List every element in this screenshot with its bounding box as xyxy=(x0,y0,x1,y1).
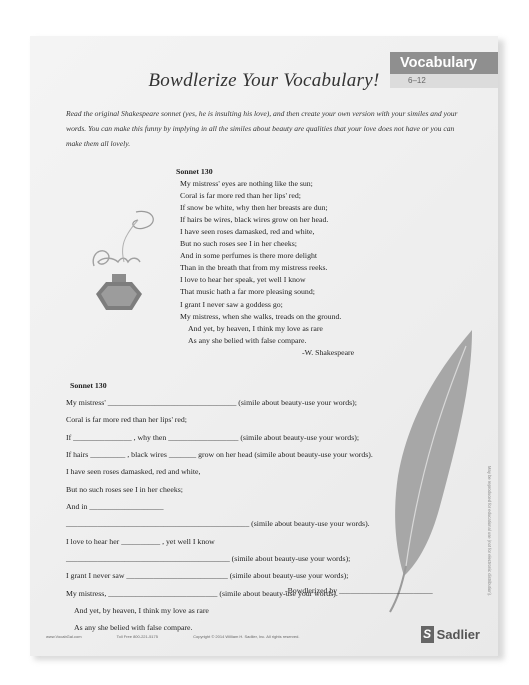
phone-number: Toll Free 800-221-5175 xyxy=(116,634,158,639)
bowdlerized-by-line: -Bowdlerized by ________________________ xyxy=(285,586,433,595)
sonnet-line: As any she belied with false compare. xyxy=(188,335,307,345)
instructions: Read the original Shakespeare sonnet (yes, he is insulting his love), and then create your own version with your similes and your words. You can make this funny by implying in all the similes about beauty are qualities that your love does not have or you can make them all lovely. xyxy=(66,109,458,148)
fill-line: I grant I never saw __________________________ (simile about beauty-use your words); xyxy=(66,571,349,581)
sonnet-line: And yet, by heaven, I think my love as rare xyxy=(188,323,323,333)
website-link[interactable]: www.VocabGal.com xyxy=(46,634,82,639)
sonnet-line: I have seen roses damasked, red and white, xyxy=(180,227,315,237)
page-title: Bowdlerize Your Vocabulary! xyxy=(148,70,380,91)
fill-line: __________________________________________ (simile about beauty-use your words); xyxy=(66,554,351,564)
fill-line: My mistress, ____________________________ (simile about beauty-use your words). xyxy=(66,588,338,598)
footer xyxy=(46,634,426,639)
fill-line: As any she belied with false compare. xyxy=(74,623,193,633)
sonnet-line: Than in the breath that from my mistress reeks. xyxy=(180,263,328,273)
inkwell-icon xyxy=(84,206,164,316)
fill-in-sonnet xyxy=(66,380,406,637)
sonnet-line: My mistress, when she walks, treads on the ground. xyxy=(180,311,342,321)
fill-line: _______________________________________________ (simile about beauty-use your words). xyxy=(66,519,370,529)
fill-line: I have seen roses damasked, red and white, xyxy=(66,467,201,477)
fill-line: And yet, by heaven, I think my love as rare xyxy=(74,606,209,616)
sonnet-line: I grant I never saw a goddess go; xyxy=(180,299,283,309)
fill-line: My mistress' _________________________________ (simile about beauty-use your words); xyxy=(66,398,357,407)
brand-name: Sadlier xyxy=(436,626,480,642)
worksheet-heading: Sonnet 130 xyxy=(70,381,107,390)
sonnet-line: But no such roses see I in her cheeks; xyxy=(180,239,297,249)
fill-line: If _______________ , why then __________________ (simile about beauty-use your words); xyxy=(66,432,359,442)
sonnet-line: If hairs be wires, black wires grow on her head. xyxy=(180,215,329,225)
reproduction-note xyxy=(484,466,494,646)
sonnet-line: If snow be white, why then her breasts are dun; xyxy=(180,203,328,213)
sonnet-line: My mistress' eyes are nothing like the sun; xyxy=(180,179,313,189)
sonnet-line: That music hath a far more pleasing sound; xyxy=(180,287,315,297)
fill-line: But no such roses see I in her cheeks; xyxy=(66,484,183,494)
sonnet-line: I love to hear her speak, yet well I know xyxy=(180,275,306,285)
grade-level: 6–12 xyxy=(390,74,498,88)
reproduction-note-text: May be reproduced for educational use (not for electronic distribution). xyxy=(487,466,492,597)
sonnet-line: Coral is far more red than her lips' red; xyxy=(180,191,301,201)
fill-line: And in ___________________ xyxy=(66,502,164,512)
sadlier-logo-icon: S xyxy=(421,626,434,643)
fill-line: Coral is far more red than her lips' red; xyxy=(66,415,187,425)
sonnet-line: And in some perfumes is there more delight xyxy=(180,251,318,261)
fill-line: If hairs _________ , black wires _______ grow on her head (simile about beauty-use your words). xyxy=(66,450,373,460)
fill-line: I love to hear her __________ , yet well I know xyxy=(66,536,215,546)
copyright: Copyright © 2014 William H. Sadlier, Inc. All rights reserved. xyxy=(193,634,300,639)
original-sonnet xyxy=(176,166,410,347)
vocabulary-tab: Vocabulary xyxy=(390,52,498,74)
worksheet-page xyxy=(30,36,498,656)
sadlier-logo xyxy=(421,624,480,644)
sonnet-heading: Sonnet 130 xyxy=(176,167,213,176)
sonnet-attribution: -W. Shakespeare xyxy=(302,348,355,357)
